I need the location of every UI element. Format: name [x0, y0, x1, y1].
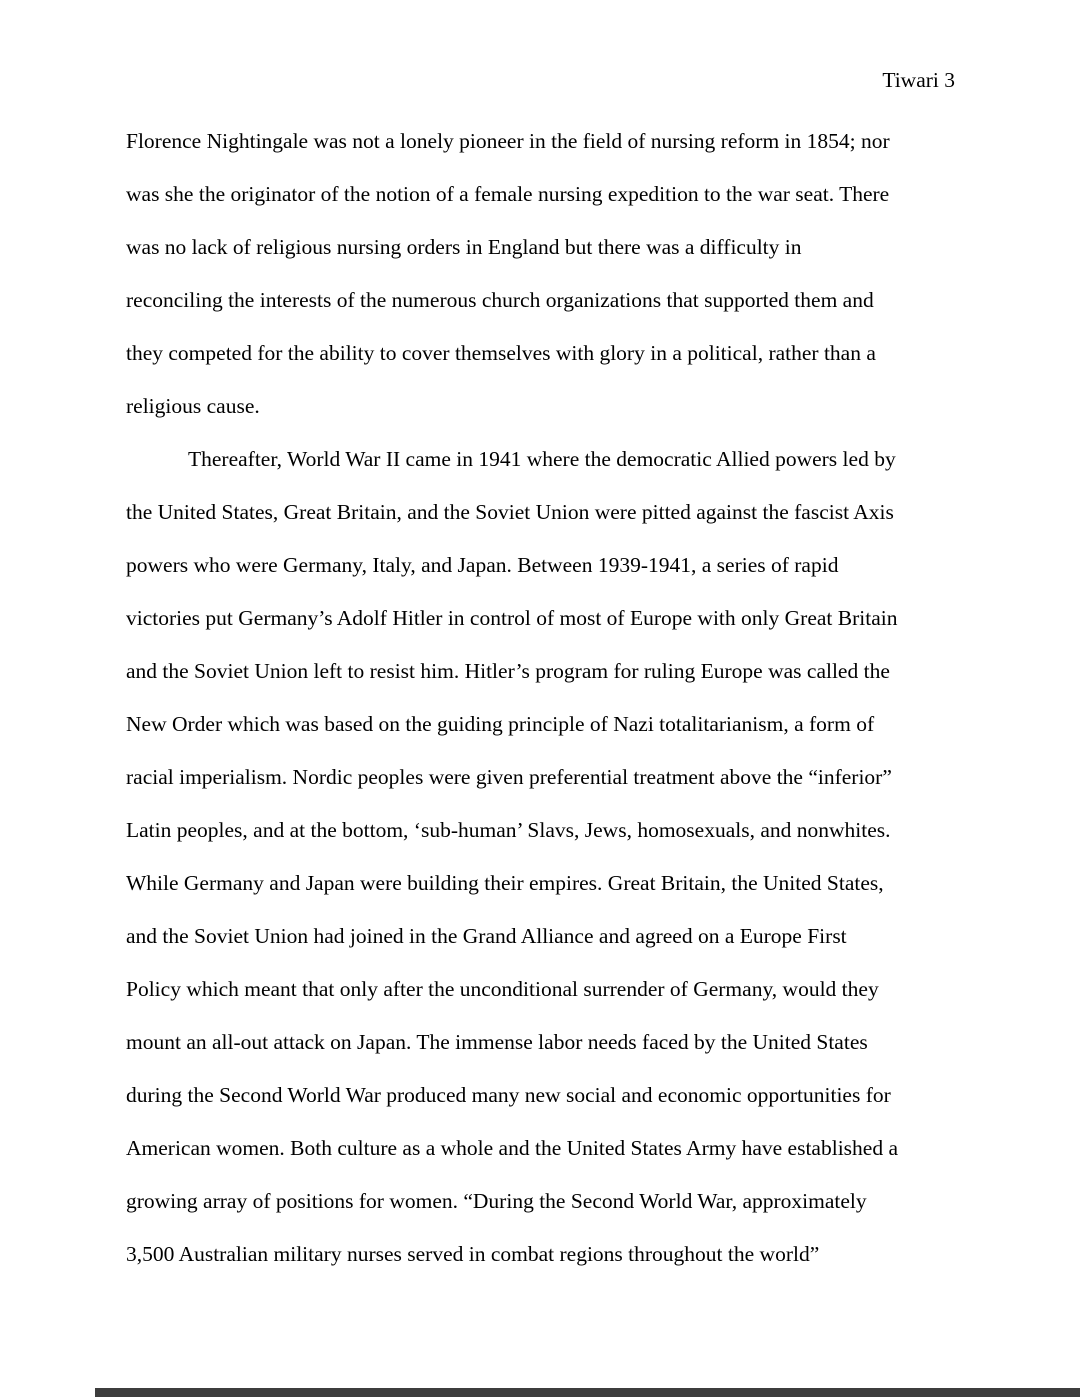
- text-line: Florence Nightingale was not a lonely pioneer in the field of nursing reform in 1854; nor: [126, 129, 890, 153]
- text-line: during the Second World War produced many new social and economic opportunities for: [126, 1083, 891, 1107]
- text-line: religious cause.: [126, 394, 260, 418]
- paragraph-nursing-reform: [126, 115, 955, 433]
- text-line: and the Soviet Union left to resist him. Hitler’s program for ruling Europe was called the: [126, 659, 890, 683]
- text-line: 3,500 Australian military nurses served in combat regions throughout the world”: [126, 1242, 820, 1266]
- text-line: and the Soviet Union had joined in the Grand Alliance and agreed on a Europe First: [126, 924, 847, 948]
- text-line: mount an all-out attack on Japan. The immense labor needs faced by the United States: [126, 1030, 868, 1054]
- text-line: victories put Germany’s Adolf Hitler in control of most of Europe with only Great Britain: [126, 606, 898, 630]
- text-line: the United States, Great Britain, and the Soviet Union were pitted against the fascist Axis: [126, 500, 894, 524]
- text-line: New Order which was based on the guiding principle of Nazi totalitarianism, a form of: [126, 712, 875, 736]
- text-line: growing array of positions for women. “During the Second World War, approximately: [126, 1189, 867, 1213]
- text-line: powers who were Germany, Italy, and Japan. Between 1939-1941, a series of rapid: [126, 553, 839, 577]
- bottom-edge-bar: [95, 1388, 1080, 1397]
- text-line: Latin peoples, and at the bottom, ‘sub-human’ Slavs, Jews, homosexuals, and nonwhites.: [126, 818, 891, 842]
- text-line: reconciling the interests of the numerous church organizations that supported them and: [126, 288, 874, 312]
- text-line: was she the originator of the notion of a female nursing expedition to the war seat. There: [126, 182, 890, 206]
- text-line: racial imperialism. Nordic peoples were given preferential treatment above the “inferior”: [126, 765, 892, 789]
- text-line: American women. Both culture as a whole and the United States Army have established a: [126, 1136, 898, 1160]
- paragraph-world-war-two: [126, 433, 955, 1281]
- text-line: they competed for the ability to cover themselves with glory in a political, rather than a: [126, 341, 876, 365]
- text-line: While Germany and Japan were building their empires. Great Britain, the United States,: [126, 871, 884, 895]
- text-line: Policy which meant that only after the unconditional surrender of Germany, would they: [126, 977, 879, 1001]
- text-line: was no lack of religious nursing orders in England but there was a difficulty in: [126, 235, 802, 259]
- text-line: Thereafter, World War II came in 1941 where the democratic Allied powers led by: [188, 447, 896, 471]
- page-number-header: Tiwari 3: [882, 68, 955, 92]
- document-body: [126, 115, 955, 1281]
